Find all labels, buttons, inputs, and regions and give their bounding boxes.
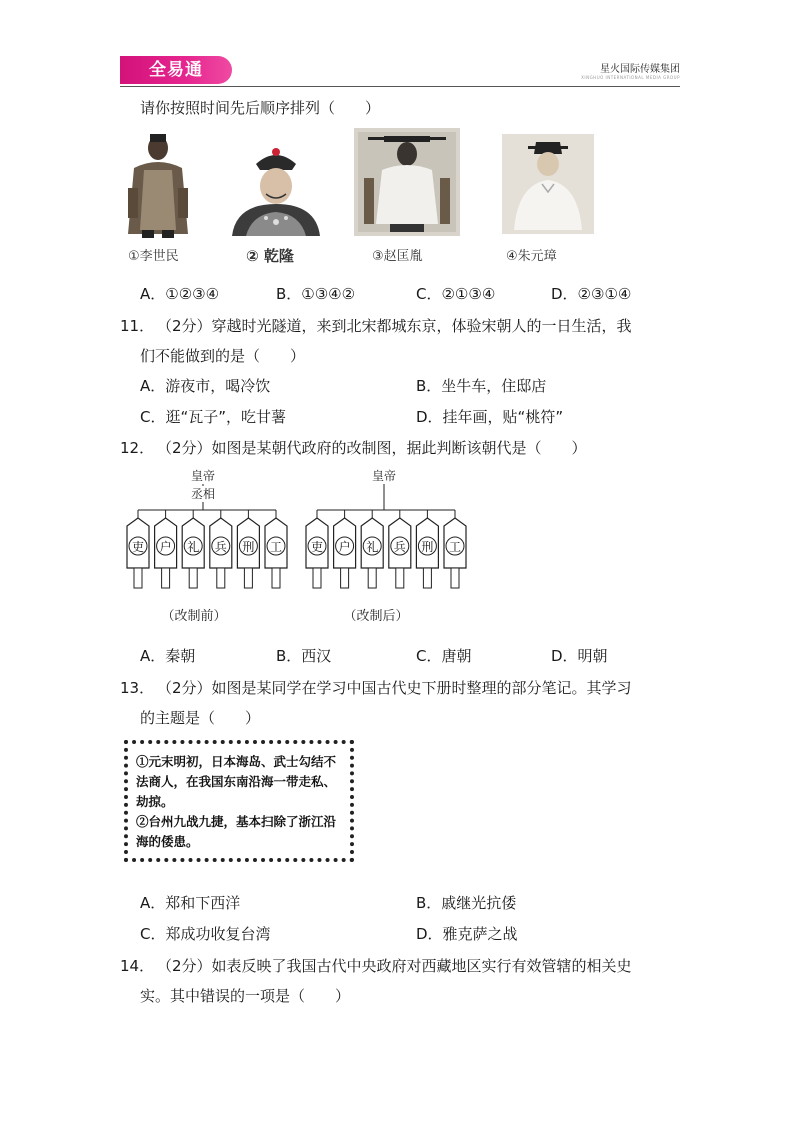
reform-diagram — [120, 466, 480, 630]
q11-option-c[interactable]: C．逛“瓦子”，吃甘薯 — [140, 408, 287, 426]
q12-number: 12． — [120, 439, 155, 457]
note-item-1: ①元末明初，日本海岛、武士勾结不法商人，在我国东南沿海一带走私、劫掠。 — [136, 754, 337, 809]
q13-option-a[interactable]: A．郑和下西洋 — [140, 894, 241, 912]
q14-stem-line1: （2分）如表反映了我国古代中央政府对西藏地区实行有效管辖的相关史 — [157, 957, 632, 975]
q12-stem-line1: （2分）如图是某朝代政府的改制图，据此判断该朝代是（ ） — [157, 439, 587, 457]
caption-3: ③赵匡胤 — [372, 249, 423, 264]
after-ministry-3: 礼 — [366, 540, 379, 554]
before-ministry-5: 刑 — [242, 540, 255, 554]
caption-2: ② 乾隆 — [246, 247, 294, 265]
after-ministry-5: 刑 — [421, 540, 434, 554]
portrait-li-shimin — [120, 130, 196, 240]
q13-stem-line1: （2分）如图是某同学在学习中国古代史下册时整理的部分笔记。其学习 — [157, 679, 632, 697]
brand-name — [581, 60, 680, 80]
logo: 全易通 — [120, 56, 232, 84]
q13-option-c[interactable]: C．郑成功收复台湾 — [140, 925, 271, 943]
page-header — [120, 56, 680, 88]
before-ministry-3: 礼 — [187, 540, 200, 554]
q10-option-b[interactable]: B．①③④② — [276, 285, 356, 303]
before-ministry-4: 兵 — [214, 540, 227, 554]
after-ministry-6: 工 — [448, 540, 462, 554]
q10-option-d[interactable]: D．②③①④ — [551, 285, 632, 303]
before-chancellor: 丞相 — [190, 487, 216, 501]
q14-number: 14． — [120, 957, 155, 975]
brand-subtitle: XINGHUO INTERNATIONAL MEDIA GROUP — [581, 75, 680, 80]
after-label: （改制后） — [343, 609, 409, 624]
q11-option-b[interactable]: B．坐牛车，住邸店 — [416, 377, 547, 395]
q12-option-a[interactable]: A．秦朝 — [140, 647, 196, 665]
q12-option-c[interactable]: C．唐朝 — [416, 647, 472, 665]
q11-number: 11． — [120, 317, 155, 335]
q11-stem-line1: （2分）穿越时光隧道，来到北宋都城东京，体验宋朝人的一日生活，我 — [157, 317, 632, 335]
q10-option-c[interactable]: C．②①③④ — [416, 285, 496, 303]
before-label: （改制前） — [161, 609, 227, 624]
q14-stem-line2: 实。其中错误的一项是（ ） — [140, 987, 351, 1005]
after-ministry-1: 吏 — [310, 540, 324, 554]
q11-option-a[interactable]: A．游夜市，喝冷饮 — [140, 377, 271, 395]
before-emperor: 皇帝 — [190, 469, 216, 483]
q11-option-d[interactable]: D．挂年画，贴“桃符” — [416, 408, 564, 426]
q13-option-b[interactable]: B．戚继光抗倭 — [416, 894, 517, 912]
q13-stem-line2: 的主题是（ ） — [140, 709, 261, 727]
brand-title: 星火国际传媒集团 — [600, 64, 680, 75]
after-emperor: 皇帝 — [371, 469, 397, 483]
q12-option-b[interactable]: B．西汉 — [276, 647, 332, 665]
caption-4: ④朱元璋 — [506, 249, 557, 264]
after-ministry-2: 户 — [338, 540, 351, 554]
before-ministry-1: 吏 — [131, 540, 145, 554]
after-ministry-4: 兵 — [393, 540, 406, 554]
portrait-zhao-kuangyin — [354, 128, 460, 236]
q11-stem-line2: 们不能做到的是（ ） — [140, 347, 306, 365]
caption-1: ①李世民 — [128, 249, 179, 264]
header-divider — [120, 86, 680, 87]
before-ministry-2: 户 — [159, 540, 172, 554]
portrait-qianlong — [226, 142, 326, 236]
study-note-box — [124, 740, 354, 862]
q10-option-a[interactable]: A．①②③④ — [140, 285, 220, 303]
note-item-2: ②台州九战九捷，基本扫除了浙江沿海的倭患。 — [136, 814, 337, 849]
q13-option-d[interactable]: D．雅克萨之战 — [416, 925, 518, 943]
q13-number: 13． — [120, 679, 155, 697]
before-ministry-6: 工 — [269, 540, 283, 554]
q10-prompt: 请你按照时间先后顺序排列（ ） — [140, 99, 381, 117]
portrait-zhu-yuanzhang — [502, 134, 594, 234]
q12-option-d[interactable]: D．明朝 — [551, 647, 608, 665]
